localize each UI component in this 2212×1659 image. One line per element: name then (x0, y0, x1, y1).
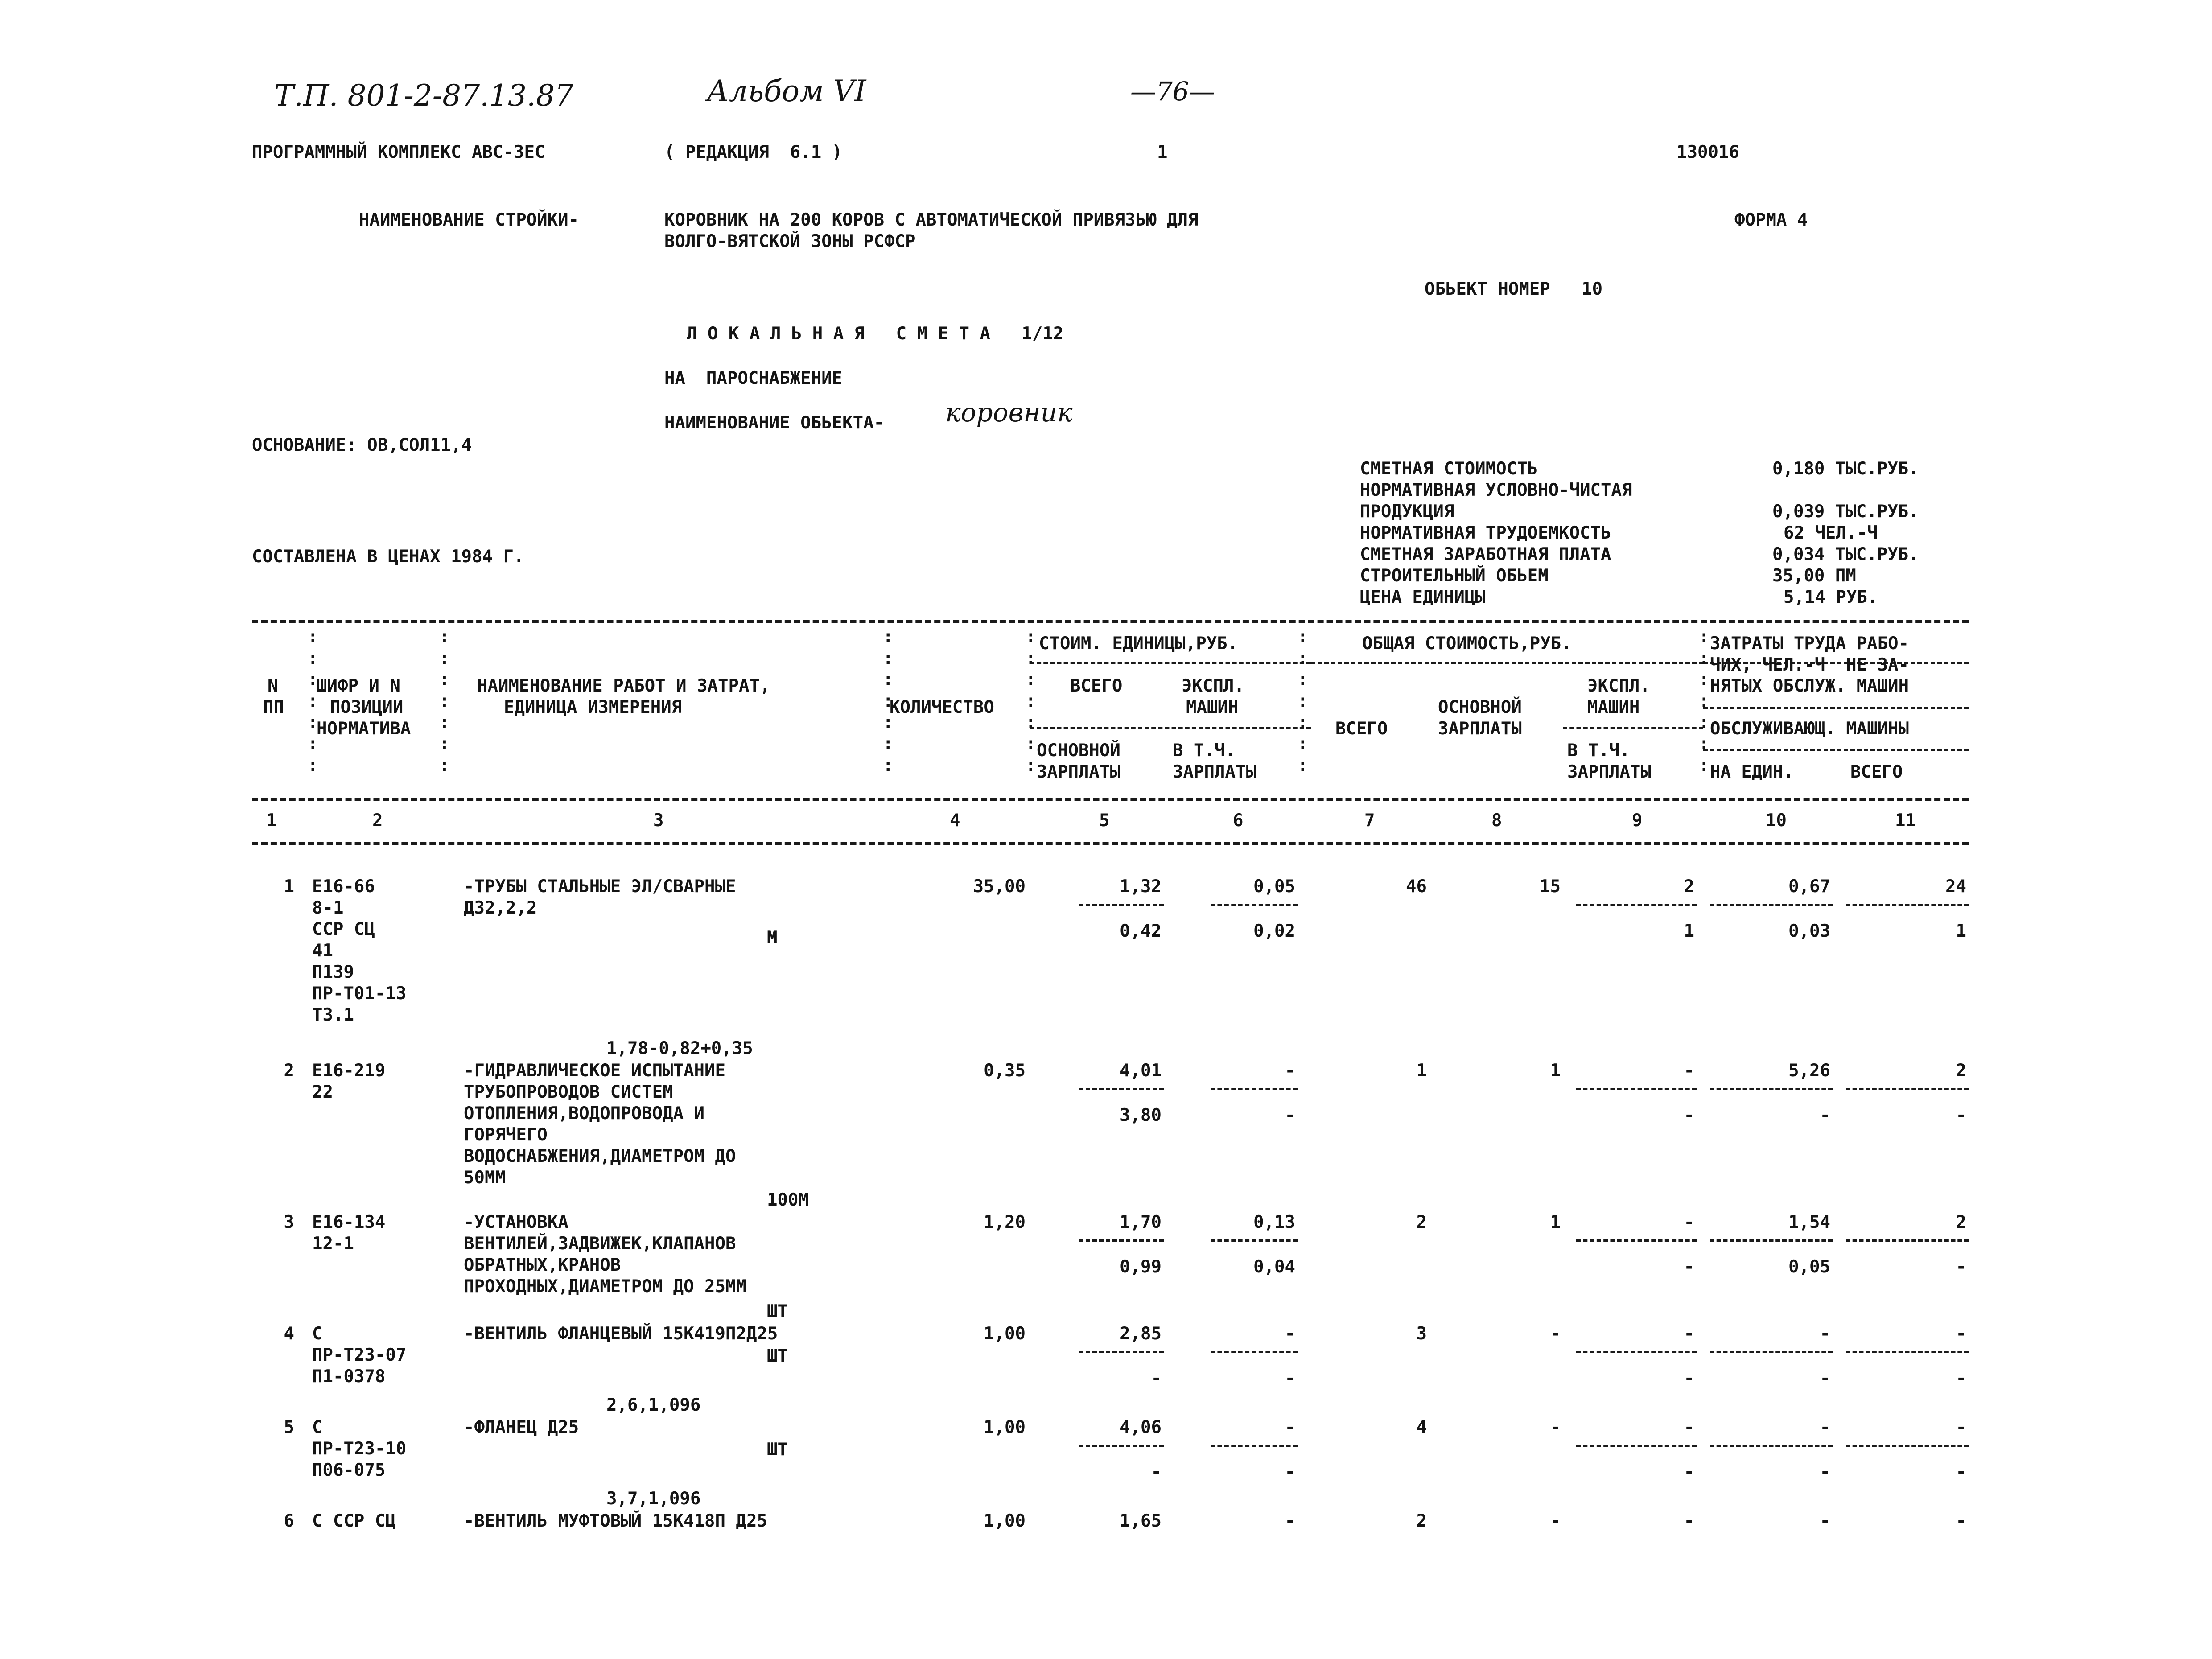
row-c9-sub: - (1684, 1257, 1694, 1277)
header-total-cost: ОБЩАЯ СТОИМОСТЬ,РУБ. (1362, 634, 1572, 654)
row-unit: 100М (767, 1190, 809, 1210)
summary-value-cost: 0,180 ТЫС.РУБ. (1772, 459, 1919, 479)
unit-cost-subrule2 (1030, 727, 1311, 729)
row-c11-sub: - (1956, 1368, 1966, 1388)
row-c10: - (1820, 1511, 1830, 1531)
row-subline-rule (1211, 1088, 1298, 1090)
summary-value-product: 0,039 ТЫС.РУБ. (1772, 502, 1919, 522)
row-cipher: 8-1 (312, 898, 344, 918)
row-c5-sub: - (1151, 1462, 1162, 1482)
row-c11-sub: 1 (1956, 921, 1966, 941)
total-mach-subrule (1563, 727, 1703, 729)
col-number-6: 6 (1233, 811, 1244, 831)
col-number-5: 5 (1099, 811, 1110, 831)
row-work-name: -ВЕНТИЛЬ МУФТОВЫЙ 15К418П Д25 (464, 1511, 767, 1531)
summary-label-labor: НОРМАТИВНАЯ ТРУДОЕМКОСТЬ (1360, 523, 1611, 543)
row-cipher: 41 (312, 941, 333, 961)
col-number-4: 4 (950, 811, 960, 831)
row-c5: 1,32 (1120, 877, 1162, 897)
row-cipher: ПР-Т01-13 (312, 984, 407, 1004)
col-number-8: 8 (1491, 811, 1502, 831)
header-name-2: ЕДИНИЦА ИЗМЕРЕНИЯ (504, 697, 682, 717)
form-number: ФОРМА 4 (1734, 210, 1808, 230)
row-c7: 2 (1416, 1511, 1427, 1531)
row-work-name: ВЕНТИЛЕЙ,ЗАДВИЖЕК,КЛАПАНОВ (464, 1234, 736, 1254)
col-number-9: 9 (1632, 811, 1643, 831)
row-c7: 2 (1416, 1212, 1427, 1232)
row-cipher: Е16-134 (312, 1212, 386, 1232)
row-subline-rule (1211, 904, 1298, 906)
row-cipher: П06-075 (312, 1460, 386, 1480)
row-price-formula: 2,6,1,096 (606, 1395, 701, 1415)
row-c5: 1,65 (1120, 1511, 1162, 1531)
col-sep-4: : : : : : : : (1026, 627, 1036, 775)
col-sep-5: : : : : : : : (1298, 627, 1308, 775)
row-c10-sub: 0,05 (1788, 1257, 1830, 1277)
row-subline-rule (1846, 1351, 1969, 1353)
row-quantity: 1,00 (984, 1511, 1026, 1531)
row-c9: - (1684, 1212, 1694, 1232)
row-c5-sub: - (1151, 1368, 1162, 1388)
row-c6: - (1285, 1061, 1295, 1081)
header-total-mach-2: МАШИН (1587, 697, 1640, 717)
row-work-name: ОТОПЛЕНИЯ,ВОДОПРОВОДА И (464, 1103, 705, 1124)
header-labor-2: ЧИХ, ЧЕЛ.-Ч НЕ ЗА- (1710, 655, 1909, 675)
row-c5: 1,70 (1120, 1212, 1162, 1232)
row-c10-sub: - (1820, 1105, 1830, 1125)
row-c5: 4,01 (1120, 1061, 1162, 1081)
header-n: N (268, 676, 278, 696)
row-subline-rule (1846, 1239, 1969, 1242)
program-name: ПРОГРАММНЫЙ КОМПЛЕКС АВС-3ЕС (252, 142, 545, 162)
total-cost-subrule (1311, 662, 1703, 664)
row-c11-sub: - (1956, 1105, 1966, 1125)
row-cipher: 12-1 (312, 1234, 354, 1254)
album-handwritten: Альбом VI (707, 74, 866, 108)
row-c10: 5,26 (1788, 1061, 1830, 1081)
row-subline-rule (1211, 1351, 1298, 1353)
row-quantity: 1,00 (984, 1417, 1026, 1437)
col-sep-3: : : : : : : : (883, 627, 894, 775)
col-sep-1: : : : : : : : (308, 627, 318, 775)
row-quantity: 1,00 (984, 1324, 1026, 1344)
row-c9: 2 (1684, 877, 1694, 897)
header-unit-mach-1: ЭКСПЛ. (1182, 676, 1244, 696)
header-total-wage-2: ЗАРПЛАТЫ (1438, 719, 1522, 739)
header-qty: КОЛИЧЕСТВО (890, 697, 994, 717)
row-work-name: -ГИДРАВЛИЧЕСКОЕ ИСПЫТАНИЕ (464, 1061, 725, 1081)
header-unit-total: ВСЕГО (1070, 676, 1123, 696)
row-c11: - (1956, 1417, 1966, 1437)
summary-label-volume: СТРОИТЕЛЬНЫЙ ОБЬЕМ (1360, 566, 1549, 586)
row-cipher: ПР-Т23-10 (312, 1439, 407, 1459)
col-number-11: 11 (1895, 811, 1916, 831)
row-work-name: -ТРУБЫ СТАЛЬНЫЕ ЭЛ/СВАРНЫЕ (464, 877, 736, 897)
labor-subrule3 (1703, 749, 1969, 751)
row-subline-rule (1576, 904, 1697, 906)
construction-name-line2: ВОЛГО-ВЯТСКОЙ ЗОНЫ РСФСР (664, 231, 916, 251)
row-work-name: ВОДОСНАБЖЕНИЯ,ДИАМЕТРОМ ДО (464, 1146, 736, 1166)
row-subline-rule (1846, 1088, 1969, 1090)
header-pp: ПП (263, 697, 284, 717)
header-unit-cost: СТОИМ. ЕДИНИЦЫ,РУБ. (1039, 634, 1238, 654)
header-total-wage-1: ОСНОВНОЙ (1438, 697, 1522, 717)
header-unit-wage-1: ОСНОВНОЙ (1037, 741, 1120, 761)
row-cipher: С ССР СЦ (312, 1511, 396, 1531)
row-unit: ШТ (767, 1301, 788, 1321)
row-c5-sub: 0,99 (1120, 1257, 1162, 1277)
row-c11: 2 (1956, 1061, 1966, 1081)
summary-value-wage: 0,034 ТЫС.РУБ. (1772, 544, 1919, 564)
row-cipher: 22 (312, 1082, 333, 1102)
object-label: НАИМЕНОВАНИЕ ОБЬЕКТА- (664, 413, 885, 433)
page-number-handwritten: —76— (1130, 76, 1215, 107)
row-c5-sub: 0,42 (1120, 921, 1162, 941)
row-c9: - (1684, 1511, 1694, 1531)
row-c6: - (1285, 1324, 1295, 1344)
row-subline-rule (1710, 1351, 1833, 1353)
document-code: 130016 (1677, 142, 1739, 162)
row-subline-rule (1576, 1445, 1697, 1447)
summary-label-unit-price: ЦЕНА ЕДИНИЦЫ (1360, 587, 1486, 607)
row-cipher: ССР СЦ (312, 919, 375, 939)
document-title: Л О К А Л Ь Н А Я С М Е Т А 1/12 (687, 324, 1064, 344)
row-c6: - (1285, 1417, 1295, 1437)
program-edition: ( РЕДАКЦИЯ 6.1 ) (664, 142, 843, 162)
header-total-incl-1: В Т.Ч. (1567, 741, 1630, 761)
row-cipher: ПР-Т23-07 (312, 1345, 407, 1365)
row-unit: ШТ (767, 1440, 788, 1460)
summary-value-volume: 35,00 ПМ (1772, 566, 1856, 586)
row-c10: 0,67 (1788, 877, 1830, 897)
row-subline-rule (1079, 1445, 1164, 1447)
row-c6-sub: - (1285, 1368, 1295, 1388)
row-c8: 15 (1540, 877, 1561, 897)
row-c9: - (1684, 1061, 1694, 1081)
row-work-name: -ВЕНТИЛЬ ФЛАНЦЕВЫЙ 15К419П2Д25 (464, 1324, 778, 1344)
header-unit-incl-1: В Т.Ч. (1173, 741, 1236, 761)
row-c6: - (1285, 1511, 1295, 1531)
header-cipher-3: НОРМАТИВА (317, 719, 411, 739)
row-c8: - (1550, 1417, 1561, 1437)
construction-name-line1: КОРОВНИК НА 200 КОРОВ С АВТОМАТИЧЕСКОЙ ПРИВЯЗЬЮ ДЛЯ (664, 210, 1199, 230)
row-c11: - (1956, 1324, 1966, 1344)
row-number: 5 (284, 1417, 294, 1437)
row-cipher: Е16-66 (312, 877, 375, 897)
row-number: 6 (284, 1511, 294, 1531)
row-c9-sub: 1 (1684, 921, 1694, 941)
row-price-formula: 1,78-0,82+0,35 (606, 1038, 753, 1058)
row-subline-rule (1846, 1445, 1969, 1447)
estimate-subject: НА ПАРОСНАБЖЕНИЕ (664, 368, 843, 388)
row-work-name: -УСТАНОВКА (464, 1212, 568, 1232)
header-labor-3: НЯТЫХ ОБСЛУЖ. МАШИН (1710, 676, 1909, 696)
row-cipher: С (312, 1324, 323, 1344)
summary-value-labor: 62 ЧЕЛ.-Ч (1784, 523, 1878, 543)
header-total-incl-2: ЗАРПЛАТЫ (1567, 762, 1651, 782)
summary-value-unit-price: 5,14 РУБ. (1784, 587, 1878, 607)
row-c7: 4 (1416, 1417, 1427, 1437)
labor-subrule2 (1703, 707, 1969, 709)
row-c5-sub: 3,80 (1120, 1105, 1162, 1125)
project-code-handwritten: Т.П. 801-2-87.13.87 (274, 78, 573, 113)
col-sep-2: : : : : : : : (439, 627, 450, 775)
row-c11-sub: - (1956, 1462, 1966, 1482)
sheet-number: 1 (1157, 142, 1168, 162)
header-labor-unit: НА ЕДИН. (1710, 762, 1794, 782)
estimate-basis: ОСНОВАНИЕ: ОВ,СОЛ11,4 (252, 435, 472, 455)
row-subline-rule (1079, 904, 1164, 906)
row-subline-rule (1710, 1445, 1833, 1447)
row-subline-rule (1211, 1445, 1298, 1447)
row-subline-rule (1710, 904, 1833, 906)
row-quantity: 0,35 (984, 1061, 1026, 1081)
row-c10: - (1820, 1417, 1830, 1437)
col-number-10: 10 (1766, 811, 1787, 831)
row-c8: 1 (1550, 1061, 1561, 1081)
row-c9: - (1684, 1324, 1694, 1344)
col-sep-6: : : : : : : : (1699, 627, 1709, 775)
header-labor-1: ЗАТРАТЫ ТРУДА РАБО- (1710, 634, 1909, 654)
row-c11: 2 (1956, 1212, 1966, 1232)
row-c5: 4,06 (1120, 1417, 1162, 1437)
row-subline-rule (1079, 1239, 1164, 1242)
row-c9-sub: - (1684, 1105, 1694, 1125)
row-cipher: С (312, 1417, 323, 1437)
row-subline-rule (1710, 1088, 1833, 1090)
col-number-3: 3 (653, 811, 664, 831)
header-unit-mach-2: МАШИН (1186, 697, 1239, 717)
row-c9-sub: - (1684, 1368, 1694, 1388)
row-work-name: Д32,2,2 (464, 898, 537, 918)
object-number: ОБЬЕКТ НОМЕР 10 (1425, 279, 1603, 299)
row-subline-rule (1079, 1351, 1164, 1353)
row-work-name: ОБРАТНЫХ,КРАНОВ (464, 1255, 621, 1275)
col-number-1: 1 (266, 811, 277, 831)
summary-label-product2: ПРОДУКЦИЯ (1360, 502, 1454, 522)
row-subline-rule (1079, 1088, 1164, 1090)
row-work-name: -ФЛАНЕЦ Д25 (464, 1417, 579, 1437)
row-c11: 24 (1945, 877, 1966, 897)
row-c9: - (1684, 1417, 1694, 1437)
row-work-name: ТРУБОПРОВОДОВ СИСТЕМ (464, 1082, 673, 1102)
row-number: 4 (284, 1324, 294, 1344)
table-top-rule (252, 620, 1969, 623)
header-labor-4: ОБСЛУЖИВАЮЩ. МАШИНЫ (1710, 719, 1909, 739)
header-total-all: ВСЕГО (1335, 719, 1388, 739)
row-c7: 1 (1416, 1061, 1427, 1081)
row-quantity: 1,20 (984, 1212, 1026, 1232)
row-c6-sub: 0,02 (1253, 921, 1295, 941)
row-c10: 1,54 (1788, 1212, 1830, 1232)
summary-label-cost: СМЕТНАЯ СТОИМОСТЬ (1360, 459, 1538, 479)
row-c6: 0,13 (1253, 1212, 1295, 1232)
col-number-7: 7 (1364, 811, 1375, 831)
construction-label: НАИМЕНОВАНИЕ СТРОЙКИ- (359, 210, 579, 230)
row-subline-rule (1710, 1239, 1833, 1242)
row-subline-rule (1576, 1088, 1697, 1090)
row-subline-rule (1846, 904, 1969, 906)
summary-label-product: НОРМАТИВНАЯ УСЛОВНО-ЧИСТАЯ (1360, 480, 1632, 500)
row-c10-sub: - (1820, 1368, 1830, 1388)
row-c9-sub: - (1684, 1462, 1694, 1482)
row-work-name: ПРОХОДНЫХ,ДИАМЕТРОМ ДО 25ММ (464, 1276, 746, 1297)
row-unit: М (767, 928, 778, 948)
row-c6-sub: 0,04 (1253, 1257, 1295, 1277)
header-cipher-2: ПОЗИЦИИ (330, 697, 404, 717)
row-c10: - (1820, 1324, 1830, 1344)
row-cipher: П139 (312, 962, 354, 982)
header-total-mach-1: ЭКСПЛ. (1587, 676, 1650, 696)
row-c6: 0,05 (1253, 877, 1295, 897)
row-c8: 1 (1550, 1212, 1561, 1232)
row-unit: ШТ (767, 1346, 788, 1366)
row-c10-sub: 0,03 (1788, 921, 1830, 941)
header-unit-wage-2: ЗАРПЛАТЫ (1037, 762, 1120, 782)
row-subline-rule (1211, 1239, 1298, 1242)
price-basis: СОСТАВЛЕНА В ЦЕНАХ 1984 Г. (252, 547, 524, 567)
header-unit-incl-2: ЗАРПЛАТЫ (1173, 762, 1256, 782)
row-work-name: ГОРЯЧЕГО (464, 1125, 548, 1145)
summary-label-wage: СМЕТНАЯ ЗАРАБОТНАЯ ПЛАТА (1360, 544, 1611, 564)
row-c8: - (1550, 1324, 1561, 1344)
row-c11-sub: - (1956, 1257, 1966, 1277)
row-c6-sub: - (1285, 1462, 1295, 1482)
unit-cost-subrule (1030, 662, 1311, 664)
row-cipher: Т3.1 (312, 1005, 354, 1025)
row-c6-sub: - (1285, 1105, 1295, 1125)
row-c8: - (1550, 1511, 1561, 1531)
row-number: 3 (284, 1212, 294, 1232)
row-number: 2 (284, 1061, 294, 1081)
header-bottom-rule (252, 798, 1969, 801)
row-work-name: 50ММ (464, 1168, 506, 1188)
row-subline-rule (1576, 1239, 1697, 1242)
header-name-1: НАИМЕНОВАНИЕ РАБОТ И ЗАТРАТ, (477, 676, 770, 696)
object-name-handwritten: коровник (945, 397, 1073, 428)
row-quantity: 35,00 (973, 877, 1026, 897)
col-number-2: 2 (372, 811, 383, 831)
row-c11: - (1956, 1511, 1966, 1531)
row-c7: 46 (1406, 877, 1427, 897)
row-number: 1 (284, 877, 294, 897)
row-cipher: Е16-219 (312, 1061, 386, 1081)
row-c5: 2,85 (1120, 1324, 1162, 1344)
header-cipher-1: ШИФР И N (317, 676, 400, 696)
header-labor-total: ВСЕГО (1850, 762, 1903, 782)
column-numbers-rule (252, 842, 1969, 845)
row-cipher: П1-0378 (312, 1367, 386, 1387)
row-price-formula: 3,7,1,096 (606, 1489, 701, 1509)
row-c7: 3 (1416, 1324, 1427, 1344)
row-subline-rule (1576, 1351, 1697, 1353)
row-c10-sub: - (1820, 1462, 1830, 1482)
